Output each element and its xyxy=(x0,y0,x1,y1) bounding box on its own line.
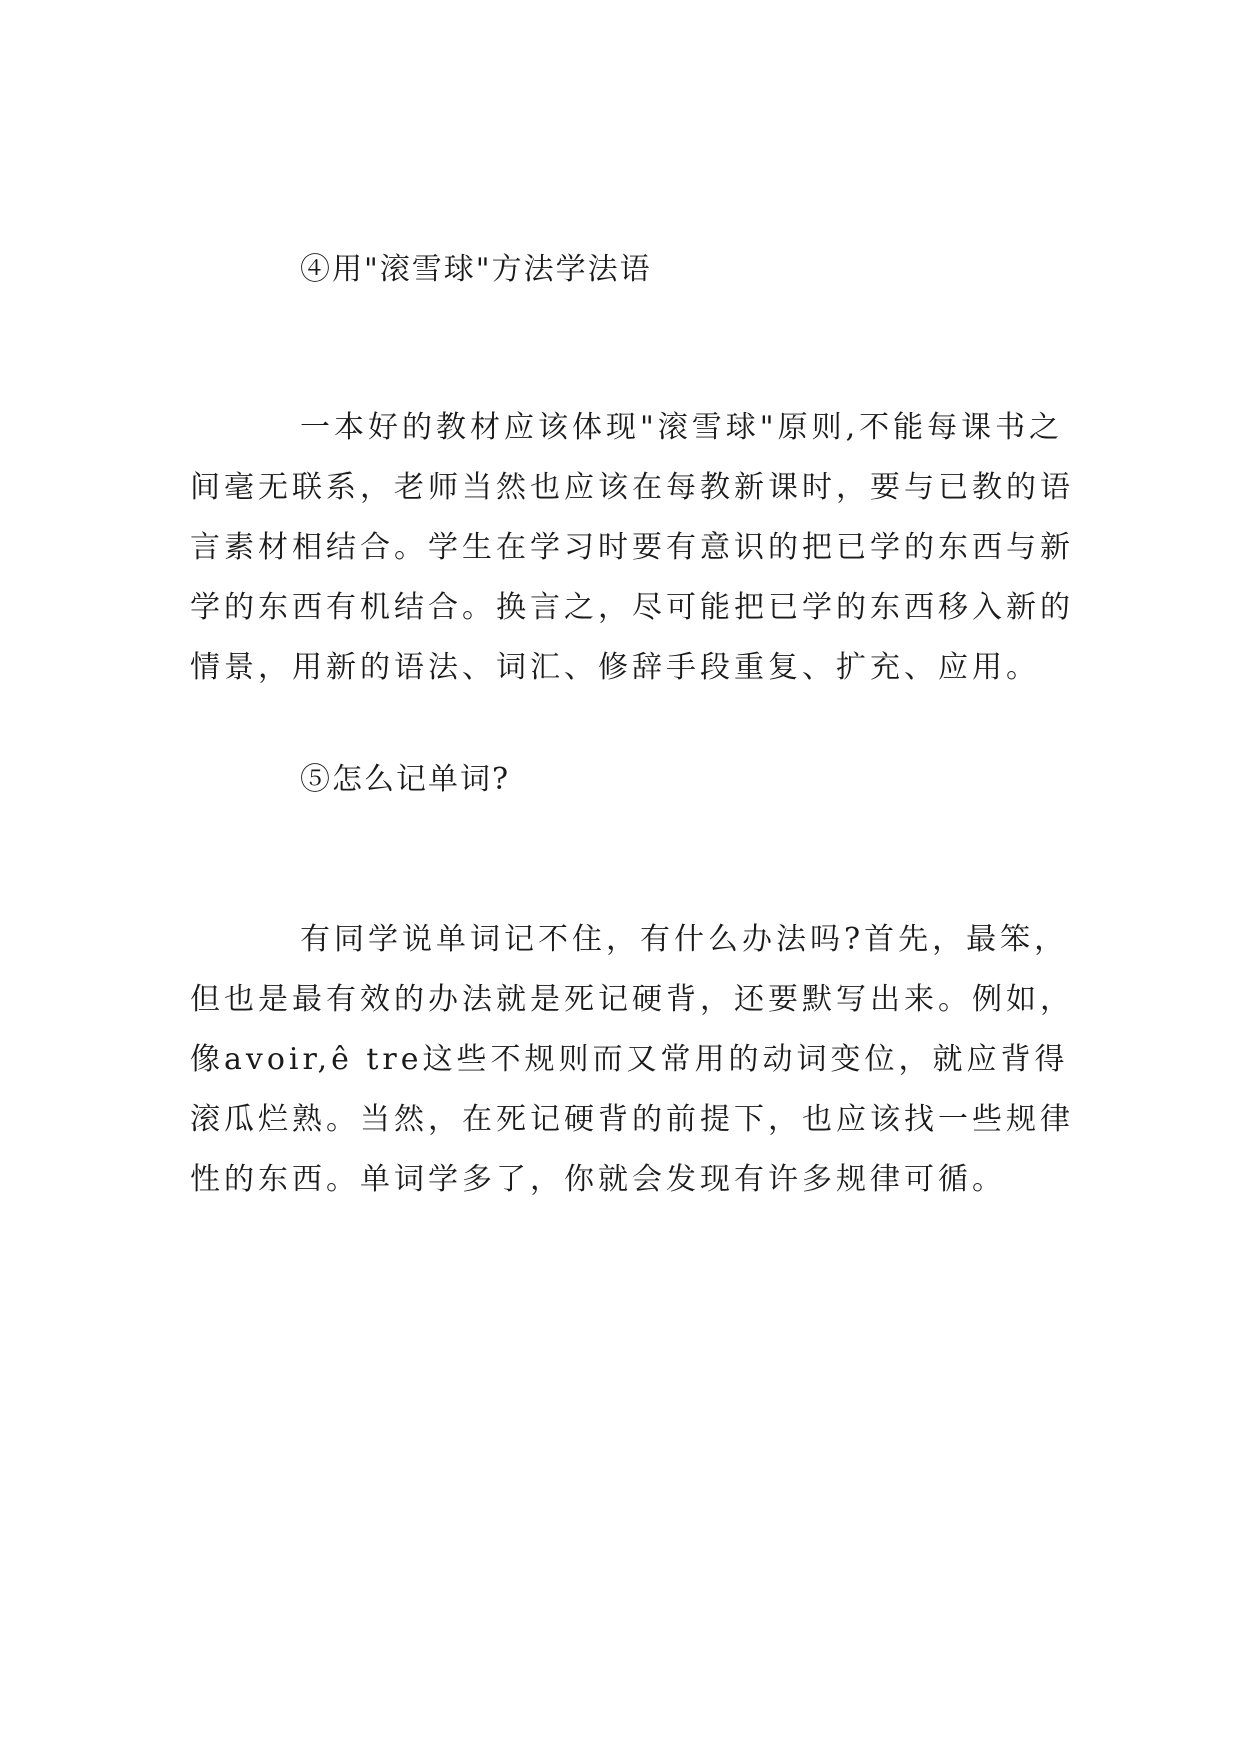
paragraph-snowball xyxy=(190,398,1074,698)
paragraph-line: 滚瓜烂熟。当然，在死记硬背的前提下，也应该找一些规律 xyxy=(190,1102,1074,1137)
paragraph-line: 学的东西有机结合。换言之，尽可能把已学的东西移入新的 xyxy=(190,590,1074,625)
paragraph-line: 情景，用新的语法、词汇、修辞手段重复、扩充、应用。 xyxy=(190,650,1040,685)
paragraph-line: 一本好的教材应该体现"滚雪球"原则,不能每课书之 xyxy=(300,410,1064,445)
paragraph-line: 性的东西。单词学多了，你就会发现有许多规律可循。 xyxy=(190,1162,1006,1197)
paragraph-vocabulary xyxy=(190,910,1074,1210)
paragraph-line: 有同学说单词记不住，有什么办法吗?首先，最笨， xyxy=(300,922,1069,957)
paragraph-line: 言素材相结合。学生在学习时要有意识的把已学的东西与新 xyxy=(190,530,1074,565)
section-heading-snowball: ④用"滚雪球"方法学法语 xyxy=(300,252,652,287)
paragraph-line: 但也是最有效的办法就是死记硬背，还要默写出来。例如， xyxy=(190,982,1074,1017)
paragraph-line: 像avoir,ê tre这些不规则而又常用的动词变位，就应背得 xyxy=(190,1042,1069,1077)
section-heading-vocabulary: ⑤怎么记单词? xyxy=(300,762,511,797)
paragraph-line: 间毫无联系，老师当然也应该在每教新课时，要与已教的语 xyxy=(190,470,1074,505)
